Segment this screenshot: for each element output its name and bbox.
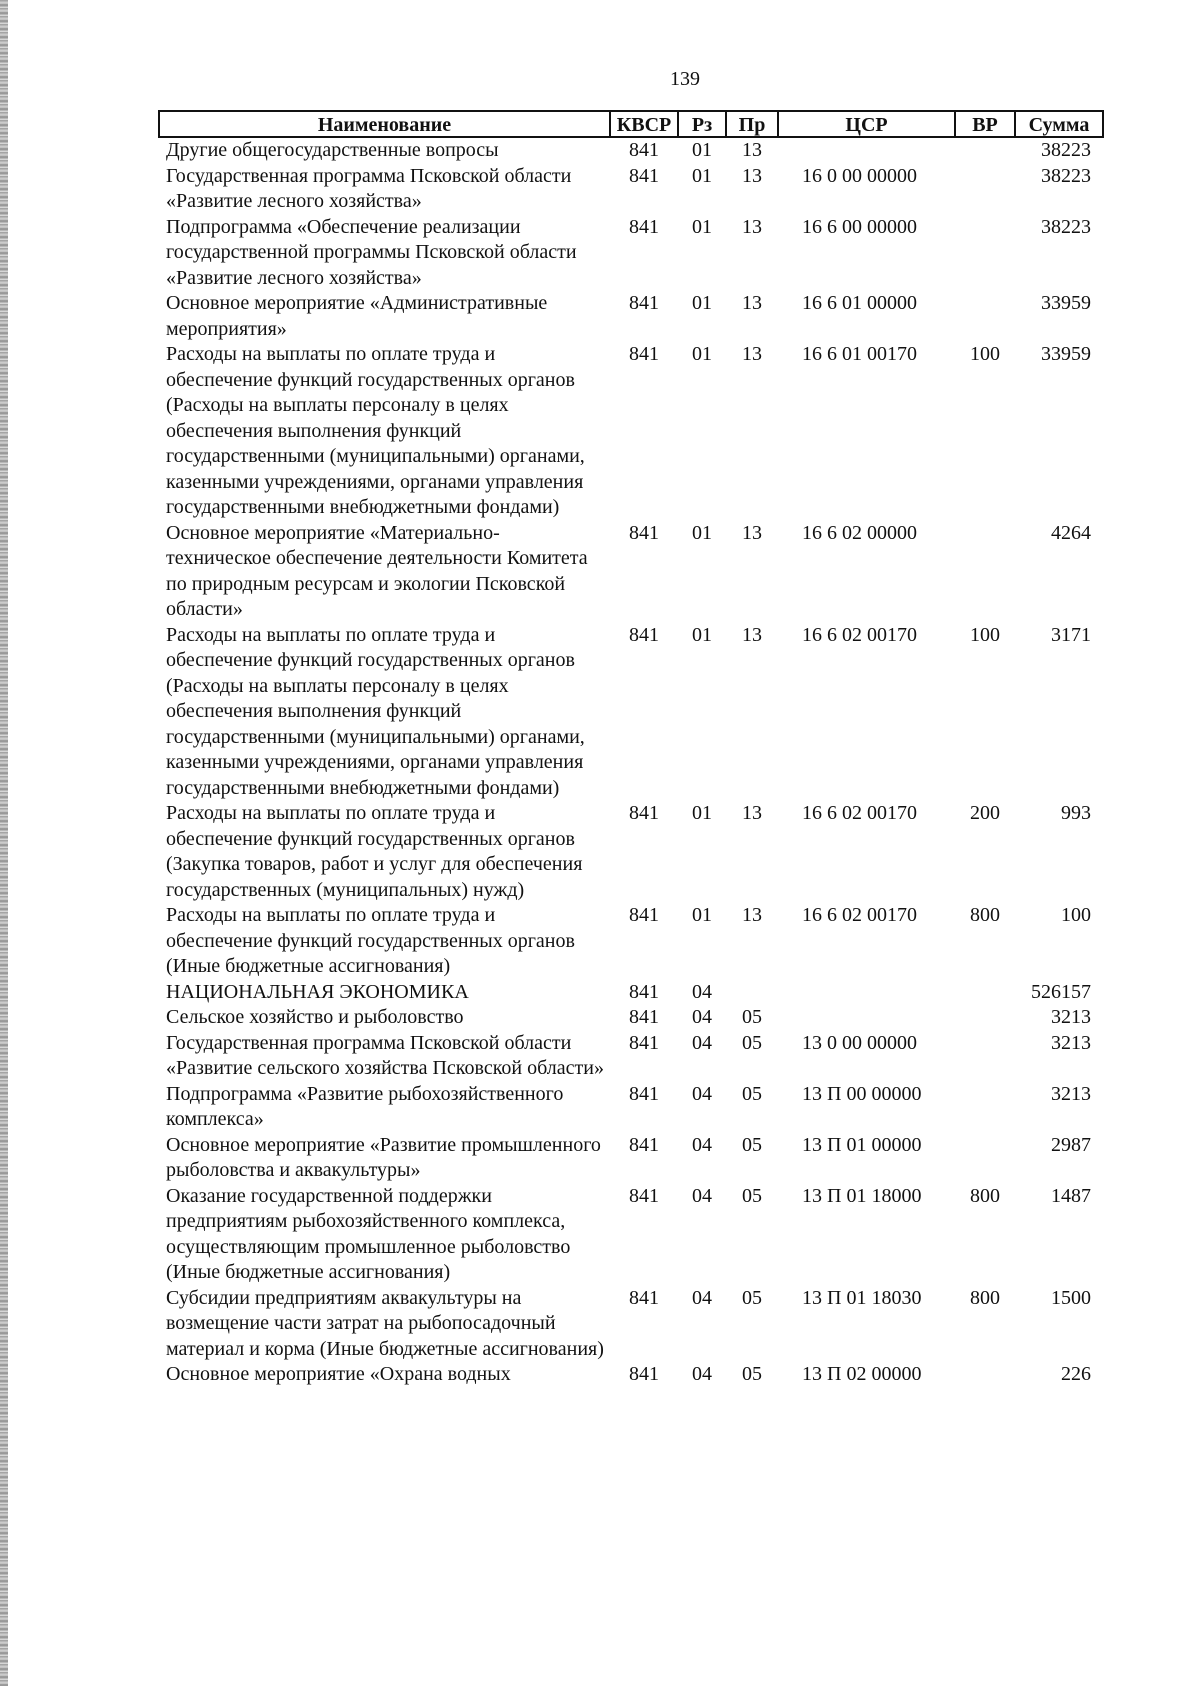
header-rz: Рз	[678, 111, 726, 137]
cell-csr: 16 0 00 00000	[802, 164, 917, 187]
cell-pr: 05	[742, 1031, 762, 1054]
table-row	[159, 623, 1103, 802]
cell-kvsr: 841	[629, 521, 659, 544]
cell-vr	[955, 980, 1015, 1006]
cell-pr: 13	[742, 164, 762, 187]
cell-vr: 100	[970, 343, 1000, 365]
cell-kvsr: 841	[629, 1006, 659, 1028]
cell-sum: 33959	[1041, 292, 1091, 314]
table-row	[159, 521, 1103, 623]
cell-sum: 38223	[1041, 139, 1091, 161]
cell-rz: 04	[692, 1363, 712, 1385]
cell-sum: 3213	[1051, 1006, 1091, 1028]
cell-sum: 1487	[1051, 1184, 1091, 1207]
cell-name: НАЦИОНАЛЬНАЯ ЭКОНОМИКА	[166, 980, 469, 1003]
table-header-row	[159, 111, 1103, 137]
cell-kvsr: 841	[629, 343, 659, 365]
cell-vr: 800	[970, 904, 1000, 926]
cell-csr: 13 0 00 00000	[802, 1031, 917, 1054]
cell-sum: 2987	[1051, 1133, 1091, 1156]
cell-kvsr: 841	[629, 215, 659, 238]
table-body	[159, 137, 1103, 1388]
cell-vr: 800	[970, 1286, 1000, 1309]
cell-csr: 13 П 01 18030	[802, 1286, 922, 1309]
cell-rz: 01	[692, 292, 712, 314]
cell-pr: 13	[742, 139, 762, 161]
cell-name: Основное мероприятие «Материально-техническое обеспечение деятельности Комитета по природным ресурсам и экологии Псковской области»	[166, 521, 588, 620]
table-row	[159, 1133, 1103, 1184]
cell-rz: 04	[692, 980, 712, 1003]
cell-pr: 13	[742, 623, 762, 646]
cell-pr: 13	[742, 215, 762, 238]
cell-name: Государственная программа Псковской области «Развитие сельского хозяйства Псковской области»	[166, 1031, 604, 1079]
cell-rz: 01	[692, 215, 712, 238]
table-row	[159, 801, 1103, 903]
cell-csr: 16 6 01 00000	[802, 292, 917, 314]
cell-sum: 33959	[1041, 343, 1091, 365]
cell-name: Государственная программа Псковской области «Развитие лесного хозяйства»	[166, 164, 572, 212]
cell-kvsr: 841	[629, 980, 659, 1003]
table-row	[159, 164, 1103, 215]
scan-edge	[0, 0, 8, 1686]
cell-csr: 16 6 01 00170	[802, 343, 917, 365]
cell-kvsr: 841	[629, 139, 659, 161]
cell-sum: 38223	[1041, 215, 1091, 238]
cell-vr: 800	[970, 1184, 1000, 1207]
cell-name: Расходы на выплаты по оплате труда и обеспечение функций государственных органов (Иные бюджетные ассигнования)	[166, 904, 575, 977]
cell-rz: 01	[692, 139, 712, 161]
cell-pr: 05	[742, 1286, 762, 1309]
cell-kvsr: 841	[629, 1133, 659, 1156]
cell-rz: 04	[692, 1184, 712, 1207]
cell-rz: 01	[692, 343, 712, 365]
cell-pr: 13	[742, 904, 762, 926]
cell-pr: 13	[742, 521, 762, 544]
cell-csr: 13 П 00 00000	[802, 1082, 922, 1105]
cell-csr	[778, 1005, 955, 1031]
cell-name: Другие общегосударственные вопросы	[166, 139, 499, 161]
cell-rz: 04	[692, 1286, 712, 1309]
cell-name: Расходы на выплаты по оплате труда и обеспечение функций государственных органов (Расходы на выплаты персоналу в целях обеспечения выполнения функций государственными (муниципальными) органами, казенными учреждениями, органами управления государственными внебюджетными фондами)	[166, 623, 585, 799]
cell-name: Сельское хозяйство и рыболовство	[166, 1006, 464, 1028]
cell-csr: 16 6 02 00170	[802, 904, 917, 926]
cell-vr	[955, 1082, 1015, 1133]
cell-sum: 226	[1061, 1363, 1091, 1385]
page-number: 139	[670, 68, 700, 90]
cell-sum: 3213	[1051, 1031, 1091, 1054]
cell-pr: 13	[742, 802, 762, 824]
cell-csr	[778, 137, 955, 164]
header-kvsr: КВСР	[610, 111, 678, 137]
cell-csr: 16 6 02 00170	[802, 623, 917, 646]
table-row	[159, 1005, 1103, 1031]
cell-name: Расходы на выплаты по оплате труда и обеспечение функций государственных органов (Закупка товаров, работ и услуг для обеспечения государственных (муниципальных) нужд)	[166, 802, 583, 901]
cell-vr	[955, 1031, 1015, 1082]
cell-name: Расходы на выплаты по оплате труда и обеспечение функций государственных органов (Расходы на выплаты персоналу в целях обеспечения выполнения функций государственными (муниципальными) органами, казенными учреждениями, органами управления государственными внебюджетными фондами)	[166, 343, 585, 518]
cell-name: Основное мероприятие «Охрана водных	[166, 1363, 511, 1385]
cell-vr	[955, 521, 1015, 623]
cell-sum: 38223	[1041, 164, 1091, 187]
cell-csr: 13 П 01 18000	[802, 1184, 922, 1207]
cell-csr: 16 6 02 00000	[802, 521, 917, 544]
cell-pr: 05	[742, 1006, 762, 1028]
table-row	[159, 137, 1103, 164]
cell-vr	[955, 137, 1015, 164]
cell-pr: 05	[742, 1133, 762, 1156]
cell-rz: 01	[692, 802, 712, 824]
cell-kvsr: 841	[629, 1031, 659, 1054]
cell-sum: 526157	[1031, 980, 1091, 1003]
cell-vr	[955, 164, 1015, 215]
cell-rz: 01	[692, 521, 712, 544]
table-row	[159, 1031, 1103, 1082]
cell-pr: 13	[742, 343, 762, 365]
cell-kvsr: 841	[629, 904, 659, 926]
cell-kvsr: 841	[629, 1286, 659, 1309]
cell-kvsr: 841	[629, 292, 659, 314]
cell-vr	[955, 1133, 1015, 1184]
budget-table	[158, 110, 1104, 1388]
header-name: Наименование	[159, 111, 610, 137]
cell-pr: 05	[742, 1363, 762, 1385]
cell-vr	[955, 291, 1015, 342]
cell-name: Оказание государственной поддержки предприятиям рыбохозяйственного комплекса, осуществляющим промышленное рыболовство (Иные бюджетные ассигнования)	[166, 1184, 571, 1283]
cell-rz: 04	[692, 1133, 712, 1156]
cell-rz: 04	[692, 1082, 712, 1105]
cell-sum: 100	[1061, 904, 1091, 926]
cell-rz: 04	[692, 1031, 712, 1054]
table-row	[159, 291, 1103, 342]
table-row	[159, 342, 1103, 521]
table-row	[159, 1184, 1103, 1286]
cell-rz: 04	[692, 1006, 712, 1028]
cell-sum: 4264	[1051, 521, 1091, 544]
cell-kvsr: 841	[629, 1082, 659, 1105]
cell-sum: 993	[1061, 802, 1091, 824]
cell-pr: 13	[742, 292, 762, 314]
cell-name: Субсидии предприятиям аквакультуры на возмещение части затрат на рыбопосадочный материал и корма (Иные бюджетные ассигнования)	[166, 1286, 604, 1360]
cell-csr: 13 П 02 00000	[802, 1363, 922, 1385]
table-row	[159, 1286, 1103, 1363]
cell-vr	[955, 215, 1015, 292]
cell-name: Основное мероприятие «Развитие промышленного рыболовства и аквакультуры»	[166, 1133, 601, 1181]
cell-name: Подпрограмма «Развитие рыбохозяйственного комплекса»	[166, 1082, 564, 1130]
cell-name: Подпрограмма «Обеспечение реализации государственной программы Псковской области «Развитие лесного хозяйства»	[166, 215, 577, 289]
cell-pr	[726, 980, 778, 1006]
cell-kvsr: 841	[629, 1363, 659, 1385]
table-row	[159, 215, 1103, 292]
table-row	[159, 980, 1103, 1006]
cell-csr: 16 6 00 00000	[802, 215, 917, 238]
cell-vr: 200	[970, 802, 1000, 824]
cell-csr	[778, 980, 955, 1006]
table-row	[159, 1082, 1103, 1133]
cell-vr	[955, 1362, 1015, 1388]
cell-sum: 3213	[1051, 1082, 1091, 1105]
cell-kvsr: 841	[629, 1184, 659, 1207]
header-vr: ВР	[955, 111, 1015, 137]
cell-kvsr: 841	[629, 802, 659, 824]
cell-name: Основное мероприятие «Административные мероприятия»	[166, 292, 548, 340]
cell-rz: 01	[692, 904, 712, 926]
header-pr: Пр	[726, 111, 778, 137]
cell-sum: 3171	[1051, 623, 1091, 646]
cell-kvsr: 841	[629, 623, 659, 646]
cell-rz: 01	[692, 164, 712, 187]
cell-csr: 16 6 02 00170	[802, 802, 917, 824]
table-row	[159, 1362, 1103, 1388]
cell-pr: 05	[742, 1082, 762, 1105]
cell-vr	[955, 1005, 1015, 1031]
header-csr: ЦСР	[778, 111, 955, 137]
cell-sum: 1500	[1051, 1286, 1091, 1309]
cell-rz: 01	[692, 623, 712, 646]
cell-pr: 05	[742, 1184, 762, 1207]
cell-vr: 100	[970, 623, 1000, 646]
cell-kvsr: 841	[629, 164, 659, 187]
table-row	[159, 903, 1103, 980]
header-sum: Сумма	[1015, 111, 1103, 137]
cell-csr: 13 П 01 00000	[802, 1133, 922, 1156]
